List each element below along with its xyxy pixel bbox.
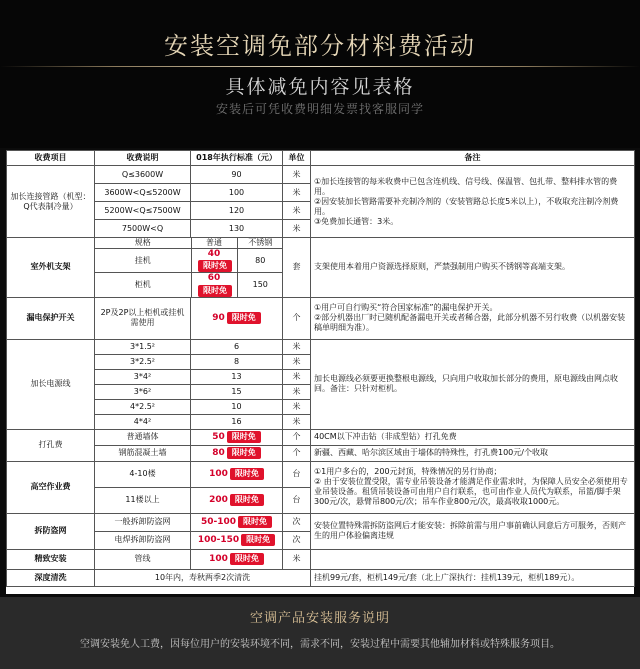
pipe-std: 130 xyxy=(191,220,283,238)
fine-desc: 管线 xyxy=(95,549,191,569)
pipe-desc: 3600W<Q≤5200W xyxy=(95,184,191,202)
drill-unit: 个 xyxy=(283,445,311,461)
header-item: 收费项目 xyxy=(7,151,95,166)
cable-std: 15 xyxy=(191,384,283,399)
hero-banner xyxy=(0,0,640,148)
footer-title: 空调产品安装服务说明 xyxy=(249,611,390,626)
cable-std: 10 xyxy=(191,399,283,414)
drill-item: 打孔费 xyxy=(7,429,95,461)
cable-item: 加长电源线 xyxy=(7,339,95,429)
limited-free-badge: 限时免 xyxy=(238,516,272,528)
bracket-item: 室外机支架 xyxy=(7,238,95,298)
table-header-row xyxy=(7,151,635,166)
leak-unit: 个 xyxy=(283,297,311,339)
pipe-item: 加长连接管路（机型：Q代表制冷量） xyxy=(7,166,95,238)
net-price: 100-150 xyxy=(197,534,240,545)
page-subtitle: 具体减免内容见表格 xyxy=(225,76,415,98)
fine-unit: 米 xyxy=(283,549,311,569)
net-price-cell xyxy=(191,531,283,549)
limited-free-badge: 限时免 xyxy=(230,468,264,480)
fine-price-cell xyxy=(191,549,283,569)
height-desc: 4-10楼 xyxy=(95,461,191,487)
bracket-steel: 150 xyxy=(252,279,268,289)
height-unit: 台 xyxy=(283,461,311,487)
page-title: 安装空调免部分材料费活动 xyxy=(164,32,476,60)
limited-free-badge: 限时免 xyxy=(241,534,275,546)
leak-note: ①用户可自行购买“符合国家标准”的漏电保护开关。 ②部分机器出厂时已随机配备漏电开关或者稀合器，此部分机器不另行收费（以机器安装稿单明细为准）。 xyxy=(311,297,635,339)
fine-note xyxy=(311,549,635,569)
cable-desc: 4*2.5² xyxy=(95,399,191,414)
height-item: 高空作业费 xyxy=(7,461,95,513)
net-item: 拆防盗网 xyxy=(7,513,95,549)
pipe-unit: 米 xyxy=(283,220,311,238)
drill-price-cell xyxy=(191,445,283,461)
bracket-unit: 套 xyxy=(283,238,311,298)
limited-free-badge: 限时免 xyxy=(227,431,261,443)
limited-free-badge: 限时免 xyxy=(198,260,232,272)
drill-note: 新疆、西藏、哈尔滨区域由于墙体的特殊性，打孔费100元/个收取 xyxy=(311,445,635,461)
fine-price: 100 xyxy=(209,553,228,564)
table-row xyxy=(7,513,635,531)
table-row xyxy=(7,429,635,445)
cable-std: 13 xyxy=(191,369,283,384)
limited-free-badge: 限时免 xyxy=(198,285,232,297)
bracket-steel: 80 xyxy=(237,249,283,273)
drill-price-cell xyxy=(191,429,283,445)
cable-unit: 米 xyxy=(283,384,311,399)
leak-price-cell xyxy=(191,297,283,339)
limited-free-badge: 限时免 xyxy=(230,494,264,506)
bracket-note: 支架使用本着用户资源选择原则，严禁强制用户购买不锈钢等高端支架。 xyxy=(311,238,635,298)
cable-unit: 米 xyxy=(283,339,311,354)
fee-table xyxy=(6,150,635,587)
bracket-spec-label: 规格 xyxy=(95,238,191,249)
drill-desc: 普通墙体 xyxy=(95,429,191,445)
drill-note: 40CM以下冲击钻（非成型钻）打孔免费 xyxy=(311,429,635,445)
cable-std: 8 xyxy=(191,354,283,369)
table-row xyxy=(7,166,635,184)
pipe-unit: 米 xyxy=(283,184,311,202)
title-divider xyxy=(0,66,640,67)
cable-std: 6 xyxy=(191,339,283,354)
table-row xyxy=(7,297,635,339)
cable-std: 16 xyxy=(191,414,283,429)
table-row xyxy=(7,445,635,461)
pipe-unit: 米 xyxy=(283,202,311,220)
clean-note: 挂机99元/套，柜机149元/套（北上广深执行：挂机139元，柜机189元）。 xyxy=(311,569,635,586)
pipe-std: 120 xyxy=(191,202,283,220)
bracket-price: 60 xyxy=(207,273,221,284)
cable-desc: 4*4² xyxy=(95,414,191,429)
net-desc: 一般拆卸防盗网 xyxy=(95,513,191,531)
table-row xyxy=(7,569,635,586)
height-price-cell xyxy=(191,487,283,513)
header-note: 备注 xyxy=(311,151,635,166)
table-row xyxy=(7,549,635,569)
service-footer xyxy=(0,597,640,669)
net-unit: 次 xyxy=(283,531,311,549)
bracket-col-normal: 普通 xyxy=(191,238,237,249)
bracket-price-cell xyxy=(191,273,237,297)
cable-unit: 米 xyxy=(283,369,311,384)
net-price-cell xyxy=(191,513,283,531)
net-unit: 次 xyxy=(283,513,311,531)
height-note: ①1用户多台的，200元封顶，特殊情况的另行协商； ② 由于安装位置受限，需专业吊装设备才能满足作业需求时，为保障人员安全必须使用专业吊装设备。租赁吊装设备可由用户自行联系，也可由作业人员代为联系，吊篮/脚手架300元/次，悬臂吊800元/次；吊车作业800元/次，最高收取1000元。 xyxy=(311,461,635,513)
bracket-price: 40 xyxy=(207,249,221,259)
leak-price: 90 xyxy=(212,312,225,323)
clean-desc: 10年内，寿秋两季2次清洗 xyxy=(95,569,311,586)
pipe-desc: 5200W<Q≤7500W xyxy=(95,202,191,220)
bracket-desc: 柜机 xyxy=(95,273,191,297)
pipe-std: 90 xyxy=(191,166,283,184)
fine-item: 精致安装 xyxy=(7,549,95,569)
height-price: 200 xyxy=(209,494,228,505)
limited-free-badge: 限时免 xyxy=(230,553,264,565)
bracket-subtable xyxy=(95,238,283,297)
cable-desc: 3*2.5² xyxy=(95,354,191,369)
bracket-desc: 挂机 xyxy=(95,249,191,273)
pipe-desc: 7500W<Q xyxy=(95,220,191,238)
fee-table-sheet xyxy=(6,150,634,594)
drill-price: 80 xyxy=(212,447,225,458)
clean-item: 深度清洗 xyxy=(7,569,95,586)
cable-desc: 3*4² xyxy=(95,369,191,384)
bracket-grid-cell xyxy=(95,238,283,298)
cable-desc: 3*6² xyxy=(95,384,191,399)
leak-item: 漏电保护开关 xyxy=(7,297,95,339)
pipe-unit: 米 xyxy=(283,166,311,184)
drill-unit: 个 xyxy=(283,429,311,445)
drill-desc: 钢筋混凝土墙 xyxy=(95,445,191,461)
bracket-col-steel: 不锈钢 xyxy=(237,238,283,249)
pipe-desc: Q≤3600W xyxy=(95,166,191,184)
header-std: 018年执行标准（元） xyxy=(191,151,283,166)
pipe-note: ①加长连接管的每米收费中已包含连机线、信号线、保温管、包扎带、整料排水管的费用。 ②因安装加长管路需要补充制冷剂的（安装管路总长度5米以上），不收取充注制冷剂费用。 ③免费加长通管：3米。 xyxy=(311,166,635,238)
cable-note: 加长电源线必须要更换整根电源线，只向用户收取加长部分的费用，原电源线由网点收回。备注：只针对柜机。 xyxy=(311,339,635,429)
cable-unit: 米 xyxy=(283,399,311,414)
height-desc: 11楼以上 xyxy=(95,487,191,513)
net-desc: 电焊拆卸防盗网 xyxy=(95,531,191,549)
height-price-cell xyxy=(191,461,283,487)
table-row xyxy=(7,339,635,354)
page-tagline: 安装后可凭收费明细发票找客服同学 xyxy=(215,102,424,116)
table-row xyxy=(7,238,635,298)
header-unit: 单位 xyxy=(283,151,311,166)
leak-desc: 2P及2P以上柜机或挂机需使用 xyxy=(95,297,191,339)
bracket-price-cell xyxy=(191,249,237,273)
limited-free-badge: 限时免 xyxy=(227,312,261,324)
pipe-std: 100 xyxy=(191,184,283,202)
table-row xyxy=(7,461,635,487)
net-note: 安装位置特殊需拆防盗网后才能安装：拆除前需与用户事前确认同意后方可服务，否则产生的用户体验偏离违规 xyxy=(311,513,635,549)
height-price: 100 xyxy=(209,468,228,479)
drill-price: 50 xyxy=(212,431,225,442)
header-desc: 收费说明 xyxy=(95,151,191,166)
cable-desc: 3*1.5² xyxy=(95,339,191,354)
cable-unit: 米 xyxy=(283,354,311,369)
cable-unit: 米 xyxy=(283,414,311,429)
footer-description: 空调安装免人工费，因每位用户的安装环境不同，需求不同，安装过程中需要其他辅加材料或特殊服务项目。 xyxy=(80,639,560,650)
net-price: 50-100 xyxy=(200,516,237,527)
height-unit: 台 xyxy=(283,487,311,513)
limited-free-badge: 限时免 xyxy=(227,447,261,459)
